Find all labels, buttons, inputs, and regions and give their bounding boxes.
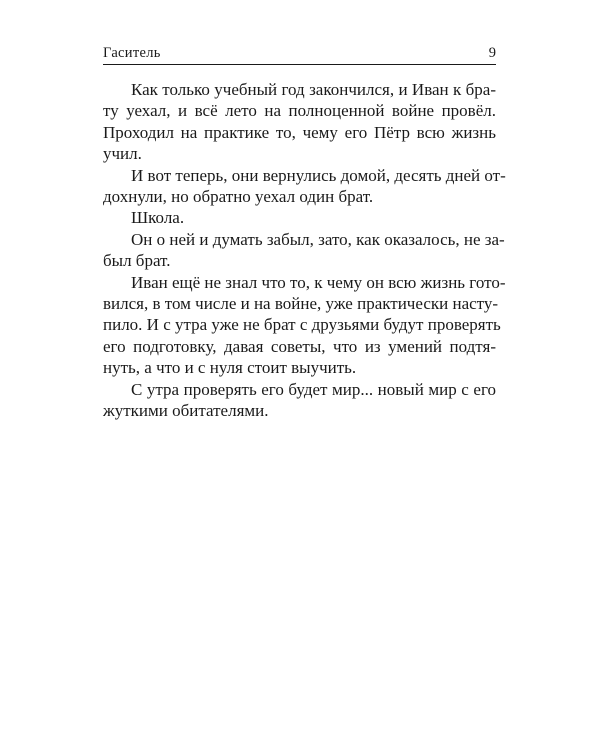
text-line: учил. [103,144,142,164]
text-line: Иван ещё не знал что то, к чему он всю жизнь гото- [131,272,506,292]
text-line: пило. И с утра уже не брат с друзьями будут проверять [103,315,501,335]
text-line: дохнули, но обратно уехал один брат. [103,187,374,207]
text-line: нуть, а что и с нуля стоит выучить. [103,358,357,378]
paragraph [103,79,496,165]
book-title: Гаситель [103,45,161,61]
text-line: Школа. [131,208,185,228]
running-header [103,42,496,65]
text-line: Как только учебный год закончился, и Иван к бра- [131,80,496,99]
text-line: жуткими обитателями. [103,401,269,421]
text-line: его подготовку, давая советы, что из умений подтя- [103,336,496,356]
paragraph [103,379,496,422]
text-line: вился, в том числе и на войне, уже практически насту- [103,294,499,314]
text-line: Проходил на практике то, чему его Пётр всю жизнь [103,122,496,142]
text-line: С утра проверять его будет мир... новый мир с его [131,379,496,399]
text-line: был брат. [103,251,171,271]
text-line: ту уехал, и всё лето на полноценной войне провёл. [103,101,496,121]
page-number: 9 [488,45,496,61]
paragraph [103,272,506,379]
text-line: И вот теперь, они вернулись домой, десять дней от- [131,165,506,185]
paragraph [103,207,496,228]
text-line: Он о ней и думать забыл, зато, как оказалось, не за- [131,229,505,249]
paragraph [103,229,505,272]
body-text [103,79,506,422]
paragraph [103,165,506,208]
